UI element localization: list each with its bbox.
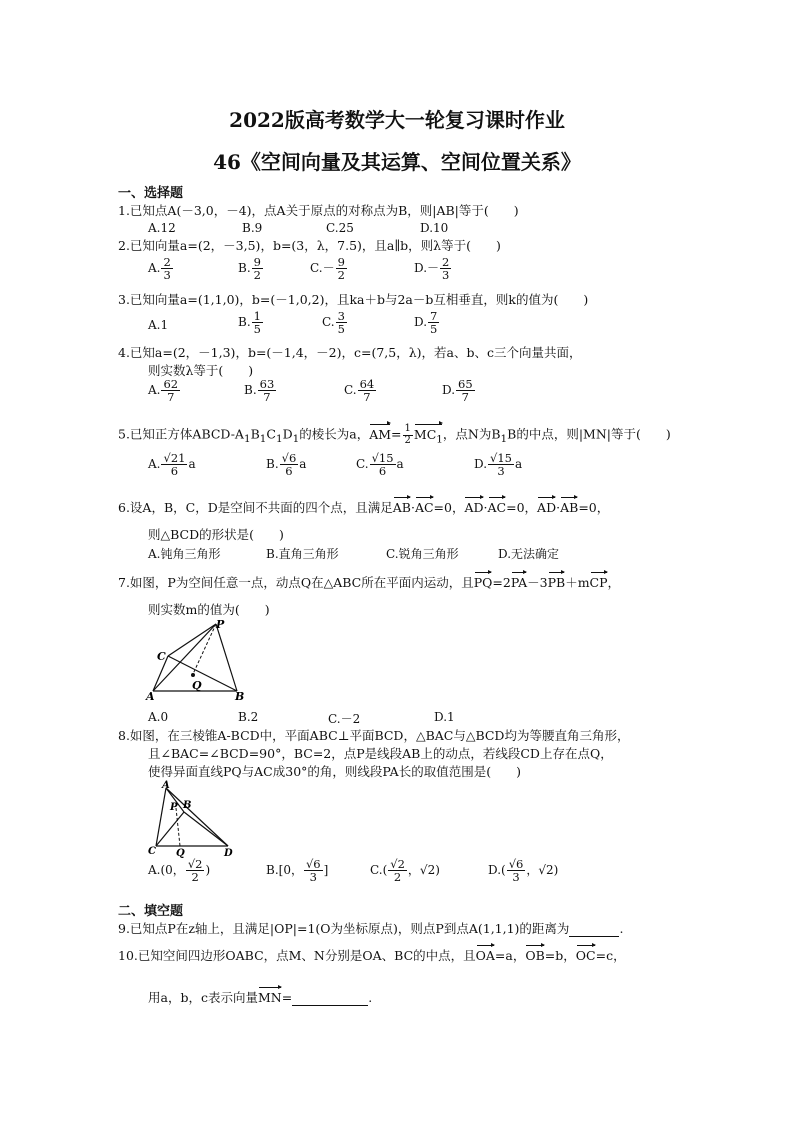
q3-option-a: A.1 xyxy=(148,318,169,332)
question-8-line1: 8.如图，在三棱锥A-BCD中，平面ABC⊥平面BCD，△BAC与△BCD均为等腰直角三角形， xyxy=(118,728,630,743)
q7-label-p: P xyxy=(216,618,225,631)
q8-option-a: A.(0， $\frac{√2}{2}$ ) xyxy=(148,857,211,885)
question-9: 9.已知点P在z轴上，且满足|OP|=1(O为坐标原点)，则点P到点A(1,1,1)的距离为 . xyxy=(118,921,624,936)
q10-answer-blank[interactable] xyxy=(292,990,368,1006)
q3-option-d: D. $\frac{7}{5}$ xyxy=(414,309,438,337)
q7-option-a: A.0 xyxy=(148,710,169,724)
q4-option-a: A. $\frac{62}{7}$ xyxy=(148,377,179,405)
q8-label-a: A xyxy=(162,780,170,791)
q8-option-b: B.[0， $\frac{√6}{3}$ ] xyxy=(266,857,329,885)
q8-label-q: Q xyxy=(176,848,185,858)
question-1: 1.已知点A(－3,0，－4)，点A关于原点的对称点为B，则|AB|等于( ) xyxy=(118,203,519,218)
page-title: 2022版高考数学大一轮复习课时作业 xyxy=(229,108,565,132)
q6-option-b: B.直角三角形 xyxy=(266,547,339,561)
q7-label-q: Q xyxy=(192,679,202,692)
q8-label-p: P xyxy=(170,802,178,813)
q2-option-c: C.－ $\frac{9}{2}$ xyxy=(310,255,345,283)
question-3: 3.已知向量a=(1,1,0)，b=(－1,0,2)，且ka＋b与2a－b互相垂直，则k的值为( ) xyxy=(118,292,589,307)
q6-option-a: A.钝角三角形 xyxy=(148,547,221,561)
q8-label-b: B xyxy=(183,800,192,811)
question-5: 5.已知正方体ABCD-$A_1B_1C_1D_1$的棱长为a，AM= $\frac{1}{2}$ $MC_1$，点N为$B_1B$的中点，则|MN|等于( ) xyxy=(118,423,671,446)
q7-figure-tetrahedron xyxy=(140,618,250,700)
q1-option-c: C.25 xyxy=(326,221,354,235)
q8-figure-pyramid xyxy=(142,778,242,858)
section-heading-fill: 二、填空题 xyxy=(118,904,184,919)
q1-option-d: D.10 xyxy=(420,221,449,235)
q7-option-c: C.－2 xyxy=(328,712,361,726)
q5-option-b: B. $\frac{√6}{6}$ a xyxy=(266,451,307,479)
question-8-line2: 且∠BAC=∠BCD=90°，BC=2，点P是线段AB上的动点，若线段CD上存在点Q， xyxy=(148,746,613,761)
question-6-line2: 则△BCD的形状是( ) xyxy=(148,527,284,542)
q9-answer-blank[interactable] xyxy=(569,921,619,937)
q8-option-d: D.( $\frac{√6}{3}$ ，√2) xyxy=(488,857,559,885)
q4-option-c: C. $\frac{64}{7}$ xyxy=(344,377,375,405)
page-subtitle: 46《空间向量及其运算、空间位置关系》 xyxy=(213,150,581,174)
question-4-line2: 则实数λ等于( ) xyxy=(148,363,254,378)
q3-option-b: B. $\frac{1}{5}$ xyxy=(238,309,261,337)
question-7: 7.如图，P为空间任意一点，动点Q在△ABC所在平面内运动，且PQ=2PA－3PB＋mCP， xyxy=(118,575,621,590)
section-heading-choice: 一、选择题 xyxy=(118,186,184,201)
q2-option-d: D.－ $\frac{2}{3}$ xyxy=(414,255,450,283)
question-8-line3: 使得异面直线PQ与AC成30°的角，则线段PA长的取值范围是( ) xyxy=(148,764,521,779)
q7-label-c: C xyxy=(157,650,166,663)
q8-option-c: C.( $\frac{√2}{2}$ ，√2) xyxy=(370,857,440,885)
question-4-line1: 4.已知a=(2，－1,3)，b=(－1,4，－2)，c=(7,5，λ)，若a、b、c三个向量共面， xyxy=(118,345,582,360)
q7-option-d: D.1 xyxy=(434,710,455,724)
q4-option-b: B. $\frac{63}{7}$ xyxy=(244,377,275,405)
q1-option-b: B.9 xyxy=(242,221,263,235)
q7-option-b: B.2 xyxy=(238,710,259,724)
q5-option-a: A. $\frac{√21}{6}$ a xyxy=(148,451,196,479)
question-10: 10.已知空间四边形OABC，点M、N分别是OA、BC的中点，且OA=a，OB=b，OC=c， xyxy=(118,948,626,963)
q7-label-a: A xyxy=(146,690,155,700)
question-7-line2: 则实数m的值为( ) xyxy=(148,602,270,617)
q3-option-c: C. $\frac{3}{5}$ xyxy=(322,309,345,337)
q7-label-b: B xyxy=(235,690,245,700)
q6-option-c: C.锐角三角形 xyxy=(386,547,459,561)
q2-option-b: B. $\frac{9}{2}$ xyxy=(238,255,261,283)
question-10-line2: 用a，b，c表示向量MN= . xyxy=(148,990,373,1005)
question-2: 2.已知向量a=(2，－3,5)，b=(3，λ，7.5)，且a∥b，则λ等于( ) xyxy=(118,238,501,253)
q1-option-a: A.12 xyxy=(148,221,176,235)
q5-option-c: C. $\frac{√15}{6}$ a xyxy=(356,451,404,479)
q5-option-d: D. $\frac{√15}{3}$ a xyxy=(474,451,523,479)
q8-label-d: D xyxy=(224,848,233,858)
q8-label-c: C xyxy=(148,846,156,857)
q4-option-d: D. $\frac{65}{7}$ xyxy=(442,377,473,405)
question-6: 6.设A，B，C，D是空间不共面的四个点，且满足AB·AC=0，AD·AC=0，AD·AB=0， xyxy=(118,500,610,515)
q6-option-d: D.无法确定 xyxy=(498,547,560,561)
q2-option-a: A. $\frac{2}{3}$ xyxy=(148,255,171,283)
